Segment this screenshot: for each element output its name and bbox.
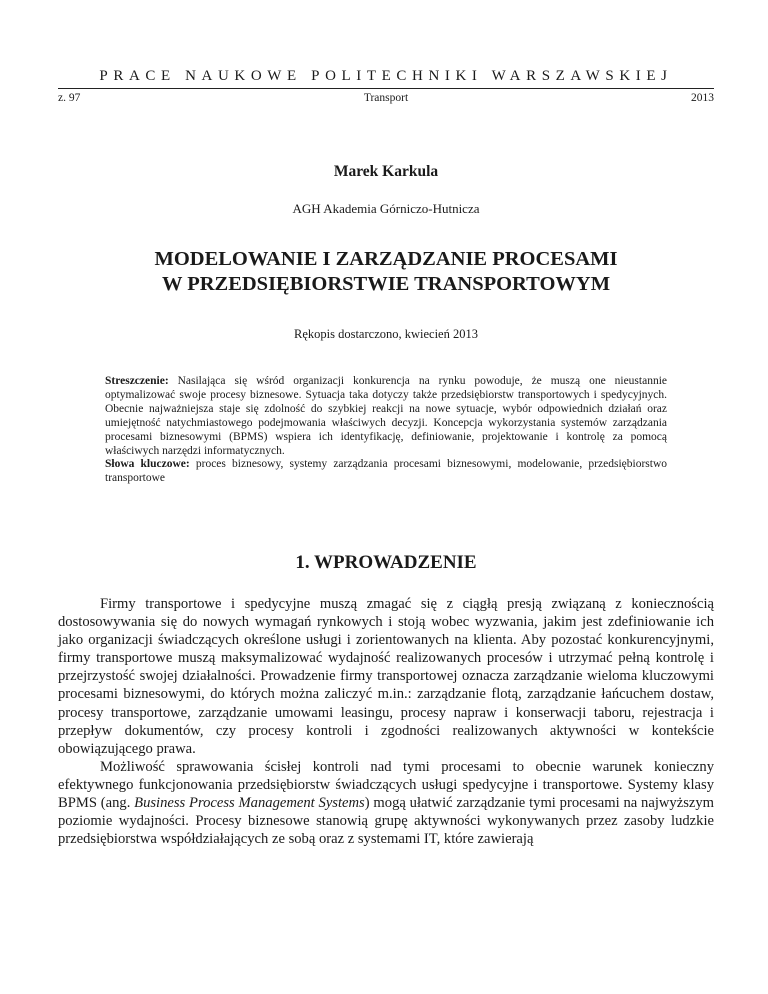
header-rule — [58, 88, 714, 89]
received-date: Rękopis dostarczono, kwiecień 2013 — [294, 327, 478, 341]
body-text-run: Możliwość sprawowania ścisłej kontroli nad tymi procesami to obecnie warunek konieczny efektywnego funkcjonowania przedsiębiorstw świadczących usługi spedycyjne i transportowe. Systemy klasy BPMS (ang. — [58, 758, 714, 812]
journal-name: PRACE NAUKOWE POLITECHNIKI WARSZAWSKIEJ — [99, 68, 673, 84]
author-name: Marek Karkula — [333, 163, 439, 180]
title-line: MODELOWANIE I ZARZĄDZANIE PROCESAMI — [154, 248, 618, 270]
header-meta — [58, 92, 714, 108]
publication-year: 2013 — [691, 92, 714, 104]
issue-number: z. 97 — [58, 92, 81, 104]
keywords-paragraph — [105, 458, 667, 486]
abstract-text: Nasilająca się wśród organizacji konkurencja na rynku powoduje, że muszą one nieustannie optymalizować swoje procesy biznesowe. Sytuacja taka dotyczy także przedsiębiorstw transportowych i spedycyjnych. Obecnie najważniejsza staje się zdolność do szybkiej reakcji na nowe sytuacje, wybór odpowiednich działań oraz umiejętność natychmiastowego podejmowania właściwych decyzji. Koncepcja wykorzystania systemów zarządzania procesami biznesowymi (BPMS) wspiera ich identyfikację, definiowanie, projektowanie i kontrolę za pomocą właściwych narzędzi informatycznych. — [105, 375, 667, 457]
title-line: W PRZEDSIĘBIORSTWIE TRANSPORTOWYM — [161, 273, 611, 295]
abstract-label: Streszczenie: — [105, 375, 169, 387]
keywords-text: proces biznesowy, systemy zarządzania procesami biznesowymi, modelowanie, przedsiębiorstwo transportowe — [105, 458, 667, 485]
abstract-paragraph — [105, 375, 667, 458]
body-paragraph: Firmy transportowe i spedycyjne muszą zmagać się z ciągłą presją związaną z koniecznością dostosowywania się do nowych wymagań rynkowych i stoją wobec wyzwania, jakim jest zdefiniowanie ich jako organizacji świadczących określone usługi i zorientowanych na klienta. Aby pozostać konkurencyjnymi, firmy transportowe muszą maksymalizować wydajność realizowanych procesów i utrzymać pełną kontrolę i przejrzystość swojej działalności. Prowadzenie firmy transportowej oznacza zarządzanie wieloma kluczowymi procesami biznesowymi, do których można zaliczyć m.in.: zarządzanie flotą, zarządzanie łańcuchem dostaw, procesy transportowe, zarządzanie umowami leasingu, procesy napraw i konserwacji taboru, rejestracja i przepływ dokumentów, czy procesy kontroli i zgodności realizowanych aktywności w kontekście obowiązującego prawa. — [58, 596, 714, 757]
abstract-block — [105, 375, 667, 486]
section-heading: 1. WPROWADZENIE — [295, 552, 477, 573]
paper-title — [58, 247, 714, 297]
body-text — [58, 595, 714, 848]
author-affiliation: AGH Akademia Górniczo-Hutnicza — [292, 201, 480, 216]
body-paragraph — [58, 758, 714, 848]
body-italic-term: Business Process Management Systems — [134, 795, 365, 812]
series-name: Transport — [363, 92, 409, 104]
body-text-run: ) mogą ułatwić zarządzanie tymi procesami na najwyższym poziomie wydajności. Procesy biznesowe stanowią grupę aktywności wykonywanych przez zasoby ludzkie przedsiębiorstwa współdziałających ze sobą oraz z systemami IT, które zawierają — [58, 795, 714, 848]
keywords-label: Słowa kluczowe: — [105, 458, 190, 471]
